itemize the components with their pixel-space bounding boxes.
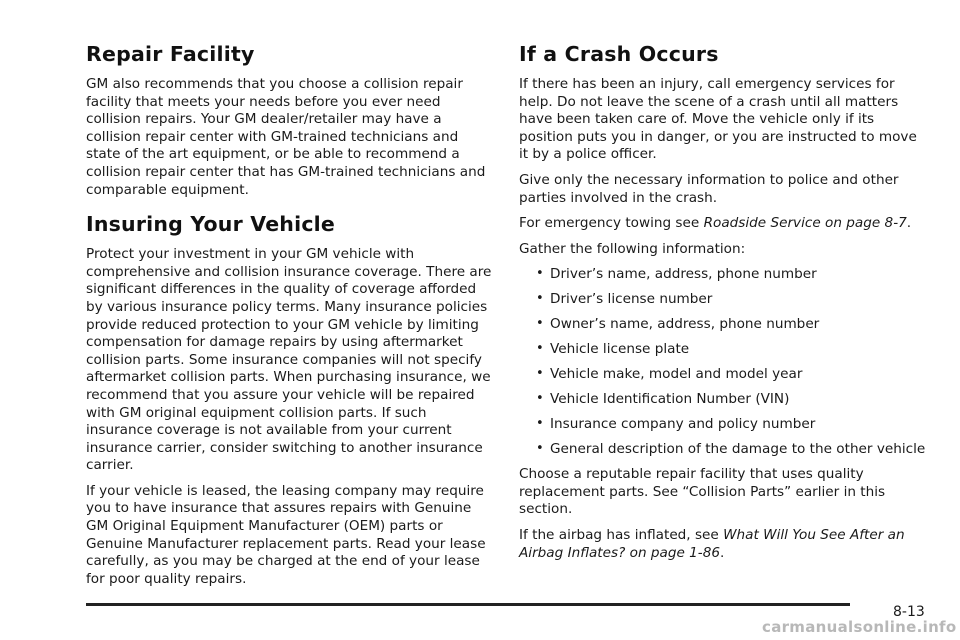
list-item: • Vehicle make, model and model year: [536, 366, 803, 383]
bullet-icon: •: [536, 266, 544, 282]
bullet-icon: •: [536, 291, 544, 307]
bullet-icon: •: [536, 416, 544, 432]
heading-insuring-your-vehicle: Insuring Your Vehicle: [86, 212, 335, 237]
page-number: 8-13: [893, 604, 925, 620]
towing-suffix: .: [906, 215, 912, 232]
bullet-icon: •: [536, 316, 544, 332]
airbag-suffix: .: [720, 544, 725, 561]
bullet-icon: •: [536, 391, 544, 407]
left-column: [86, 42, 492, 596]
list-item: • Insurance company and policy number: [536, 416, 816, 433]
airbag-prefix: If the airbag has inflated, see: [519, 527, 724, 543]
gather-info-intro: Gather the following information:: [519, 240, 746, 257]
list-item: • Driver’s license number: [536, 291, 713, 308]
list-item: • General description of the damage to the other vehicle: [536, 441, 926, 458]
list-item: • Vehicle license plate: [536, 341, 690, 358]
heading-if-a-crash-occurs: If a Crash Occurs: [519, 42, 719, 66]
footer-rule: [86, 603, 850, 606]
crash-paragraph-2: Give only the necessary information to police and other parties involved in the crash.: [519, 171, 899, 206]
list-item: • Owner’s name, address, phone number: [536, 316, 820, 333]
towing-paragraph: [519, 215, 929, 233]
right-column: [519, 42, 929, 570]
info-list: [519, 266, 929, 458]
insuring-paragraph-2: If your vehicle is leased, the leasing company may require you to have insurance that assures repairs with Genuine GM Original Equipment Manufacturer (OEM) parts or Genuine Manufacturer replacement parts. Read your lease carefully, as you may be charged at the end of your lease for poor quality repairs.: [86, 482, 486, 587]
list-item: • Vehicle Identification Number (VIN): [536, 391, 790, 408]
choose-repair-paragraph: Choose a reputable repair facility that uses quality replacement parts. See “Collision Parts” earlier in this section.: [519, 466, 886, 518]
airbag-paragraph: [519, 527, 929, 562]
list-item: • Driver’s name, address, phone number: [536, 266, 817, 283]
roadside-service-reference-link[interactable]: Roadside Service on page 8-7: [703, 215, 907, 232]
watermark: carmanualsonline.info: [762, 618, 957, 636]
insuring-paragraph-1: Protect your investment in your GM vehicle with comprehensive and collision insurance coverage. There are significant differences in the quality of coverage afforded by various insurance policy terms. Many insurance policies provide reduced protection to your GM vehicle by limiting compensation for damage repairs by using aftermarket collision parts. Some insurance companies will not specify aftermarket collision parts. When purchasing insurance, we recommend that you assure your vehicle will be repaired with GM original equipment collision parts. If such insurance coverage is not available from your current insurance carrier, consider switching to another insurance carrier.: [86, 246, 492, 474]
repair-facility-paragraph: GM also recommends that you choose a collision repair facility that meets your needs before you ever need collision repairs. Your GM dealer/retailer may have a collision repair center with GM-trained technicians and state of the art equipment, or be able to recommend a collision repair center that has GM-trained technicians and comparable equipment.: [86, 76, 486, 198]
heading-repair-facility: Repair Facility: [86, 42, 255, 66]
bullet-icon: •: [536, 441, 544, 457]
bullet-icon: •: [536, 366, 544, 382]
airbag-reference-link[interactable]: What Will You See After an Airbag Inflates? on page 1-86: [519, 527, 905, 561]
bullet-icon: •: [536, 341, 544, 357]
towing-prefix: For emergency towing see: [519, 215, 704, 232]
crash-paragraph-1: If there has been an injury, call emergency services for help. Do not leave the scene of a crash until all matters have been taken care of. Move the vehicle only if its position puts you in danger, or you are instructed to move it by a police officer.: [519, 76, 917, 163]
